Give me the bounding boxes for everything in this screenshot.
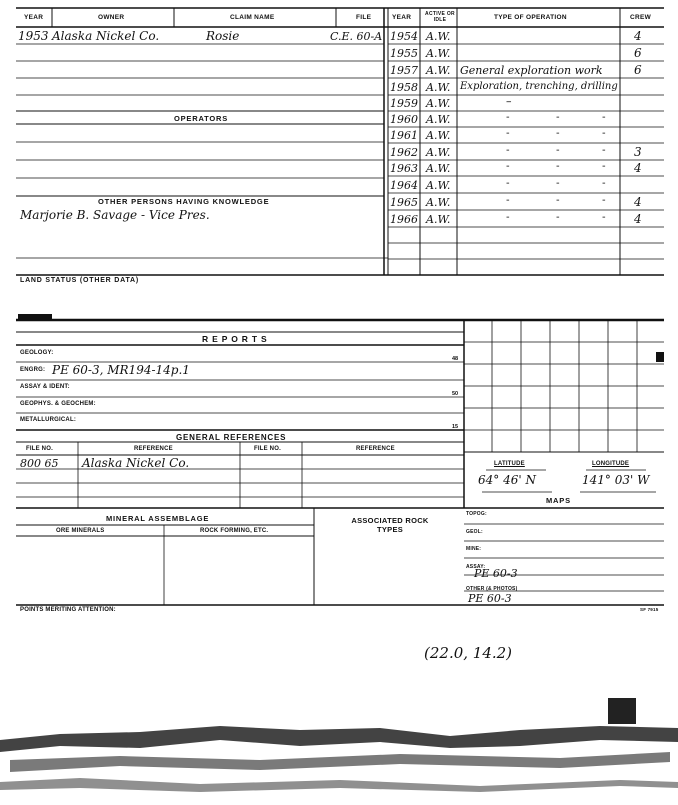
maps-other-label: OTHER (& PHOTOS) xyxy=(466,586,518,592)
operation-crew: 3 xyxy=(634,145,642,159)
gr-file-no2-label: FILE NO. xyxy=(254,446,281,452)
header-active-idle: ACTIVE OR IDLE xyxy=(425,11,455,23)
maps-assay-value: PE 60-3 xyxy=(474,567,518,580)
operation-year: 1962 xyxy=(390,146,418,159)
header-file: FILE xyxy=(356,14,372,21)
owner-entry-owner: Alaska Nickel Co. xyxy=(52,29,160,43)
header-claim-name: CLAIM NAME xyxy=(230,14,275,21)
operation-year: 1963 xyxy=(390,162,418,175)
operation-crew: 4 xyxy=(634,195,642,209)
operation-year: 1961 xyxy=(390,129,418,142)
operation-year: 1960 xyxy=(390,113,418,126)
associated-rock-types-label: ASSOCIATED ROCK TYPES xyxy=(351,516,429,534)
gr-reference-label: REFERENCE xyxy=(134,446,173,452)
operation-crew: 4 xyxy=(634,29,642,43)
maps-topog-label: TOPOG: xyxy=(466,511,487,517)
form-code: SF 7915 xyxy=(640,607,659,612)
operation-year: 1964 xyxy=(390,179,418,192)
other-persons-label: OTHER PERSONS HAVING KNOWLEDGE xyxy=(98,197,270,206)
maps-mine-label: MINE: xyxy=(466,546,482,552)
operation-status: A.W. xyxy=(426,129,451,142)
operation-year: 1955 xyxy=(390,47,418,60)
operation-status: A.W. xyxy=(426,196,451,209)
operation-status: A.W. xyxy=(426,47,451,60)
longitude-label: LONGITUDE xyxy=(592,461,630,467)
operation-status: A.W. xyxy=(426,30,451,43)
operation-crew: 6 xyxy=(634,46,642,60)
land-status-label: LAND STATUS (OTHER DATA) xyxy=(20,277,140,284)
metallurgical-label: METALLURGICAL: xyxy=(20,417,77,423)
geophys-label: GEOPHYS. & GEOCHEM: xyxy=(20,401,96,407)
maps-assay-label: ASSAY: xyxy=(466,564,486,570)
coordinates-note: (22.0, 14.2) xyxy=(424,644,513,662)
latitude-value: 64° 46' N xyxy=(478,473,536,487)
gr-file-no-label: FILE NO. xyxy=(26,446,53,452)
maps-title: MAPS xyxy=(546,496,571,505)
operation-status: A.W. xyxy=(426,146,451,159)
engrg-value: PE 60-3, MR194-14p.1 xyxy=(52,363,190,377)
mineral-assemblage-title: MINERAL ASSEMBLAGE xyxy=(106,514,210,523)
engrg-label: ENGRG: xyxy=(20,367,46,373)
other-persons-entry: Marjorie B. Savage - Vice Pres. xyxy=(20,208,210,222)
operation-status: A.W. xyxy=(426,113,451,126)
scan-noise-strip xyxy=(0,690,678,805)
operation-type: – xyxy=(506,95,512,108)
points-meriting-attention-label: POINTS MERITING ATTENTION: xyxy=(20,607,116,613)
header-year: YEAR xyxy=(24,14,44,21)
operation-type: General exploration work xyxy=(460,64,603,77)
page-number-50: 50 xyxy=(452,391,459,397)
operation-status: A.W. xyxy=(426,97,451,110)
gr-entry-file: 800 65 xyxy=(20,457,59,470)
ore-minerals-label: ORE MINERALS xyxy=(56,528,105,534)
general-references-title: GENERAL REFERENCES xyxy=(176,433,287,442)
operation-status: A.W. xyxy=(426,64,451,77)
rock-forming-label: ROCK FORMING, ETC. xyxy=(200,528,269,534)
operation-year: 1966 xyxy=(390,213,418,226)
reports-title: R E P O R T S xyxy=(202,334,268,344)
geology-label: GEOLOGY: xyxy=(20,350,54,356)
page-number-15: 15 xyxy=(452,424,459,430)
owner-entry-claim: Rosie xyxy=(206,29,240,43)
page-number-48: 48 xyxy=(452,356,459,362)
owner-entry-file: C.E. 60-A xyxy=(330,30,383,43)
operation-status: A.W. xyxy=(426,162,451,175)
header-year2: YEAR xyxy=(392,14,412,21)
operation-status: A.W. xyxy=(426,81,451,94)
owner-entry-year: 1953 xyxy=(18,29,49,43)
operation-year: 1965 xyxy=(390,196,418,209)
operation-status: A.W. xyxy=(426,179,451,192)
operators-label: OPERATORS xyxy=(174,114,229,123)
operation-year: 1958 xyxy=(390,81,418,94)
gr-reference2-label: REFERENCE xyxy=(356,446,395,452)
operation-year: 1954 xyxy=(390,30,418,43)
operation-crew: 6 xyxy=(634,63,642,77)
header-crew: CREW xyxy=(630,14,652,21)
assay-label: ASSAY & IDENT: xyxy=(20,384,70,390)
header-type-of-operation: TYPE OF OPERATION xyxy=(494,14,567,21)
operation-status: A.W. xyxy=(426,213,451,226)
operation-type: Exploration, trenching, drilling xyxy=(460,81,618,92)
operation-crew: 4 xyxy=(634,161,642,175)
mineral-property-card: YEAR OWNER CLAIM NAME FILE YEAR ACTIVE OR IDLE TYPE OF OPERATION CREW 1953 Alaska Nickel Co. Rosie C.E. 60-A 1954 A.W. 4 1955 A.W. 6 1957 A.W. General exploration work 6 1958 A.W. Exploration, trenching, drilling 1959 A.W. – 1960 A.W. 1961 A.W. 1962 A.W. 3 1963 A.W. 4 1964 A.W. 1965 A.W. 4 1966 A.W. 4 - - - - - - - - - - - - - - - - - - - - - OPERATORS OTHER PERSONS HAVING KNOWLEDGE Marjorie B. Savage - Vice Pres. LAND STATUS (OTHER DATA) R E P O R T S GEOLOGY: ENGRG: PE 60-3, MR194-14p.1 ASSAY & IDENT: GEOPHYS. & GEOCHEM: METALLURGICAL: 48 50 15 GENERAL REFERENCES FILE NO. REFERENCE FILE NO. REFERENCE 800 65 Alaska Nickel Co. LATITUDE LONGITUDE 64° 46' N 141° 03' W MAPS TOPOG: GEOL: MINE: ASSAY: PE 60-3 OTHER (& PHOTOS) PE 60-3 MINERAL ASSEMBLAGE ORE MINERALS ROCK FORMING, ETC. ASSOCIATED ROCK TYPES POINTS MERITING ATTENTION: SF 7915 xyxy=(16,0,664,615)
maps-other-value: PE 60-3 xyxy=(468,592,512,605)
longitude-value: 141° 03' W xyxy=(582,473,650,487)
maps-geol-label: GEOL: xyxy=(466,529,483,535)
operation-crew: 4 xyxy=(634,212,642,226)
header-owner: OWNER xyxy=(98,14,125,21)
latitude-label: LATITUDE xyxy=(494,461,525,467)
operation-year: 1957 xyxy=(390,64,418,77)
gr-entry-reference: Alaska Nickel Co. xyxy=(82,456,190,470)
operation-year: 1959 xyxy=(390,97,418,110)
